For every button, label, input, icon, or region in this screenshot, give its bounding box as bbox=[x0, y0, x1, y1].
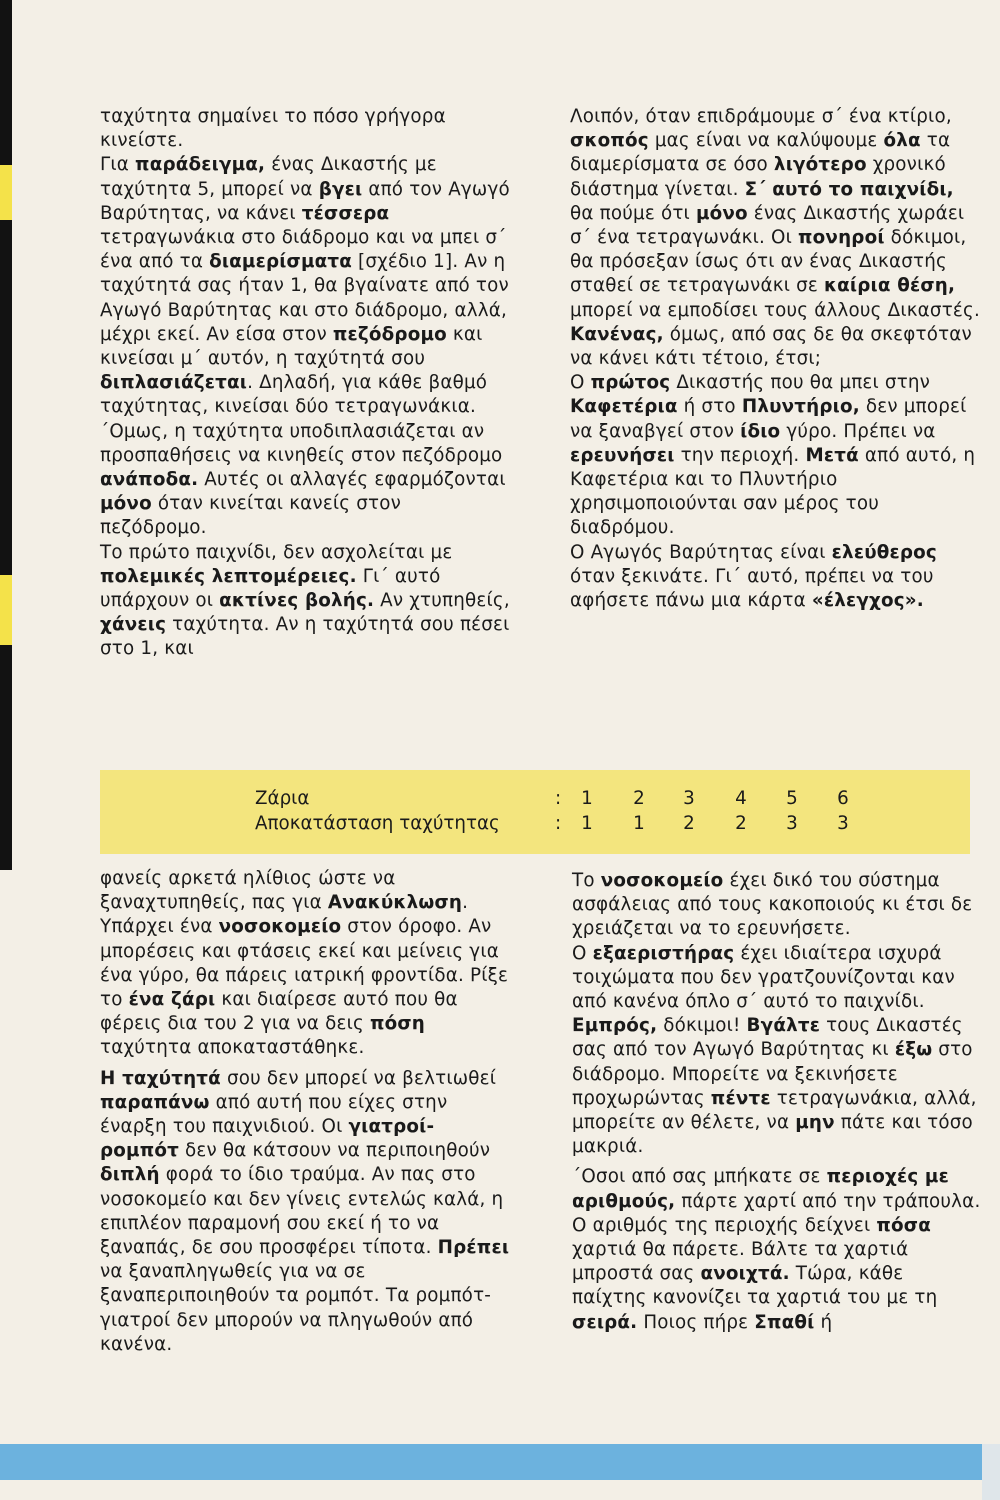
paragraph: Υπάρχει ένα νοσοκομείο στον όροφο. Αν μπορέσεις και φτάσεις εκεί και μείνεις για ένα γύρο, θα πάρεις ιατρική φροντίδα. Ρίξε το ένα ζάρι και διαίρεσε αυτό που θα φέρεις δια του 2 για να δεις πόση ταχύτητα αποκαταστάθηκε. bbox=[100, 916, 509, 1059]
left-edge-yellow-mark bbox=[0, 575, 12, 645]
left-edge-yellow-mark bbox=[0, 165, 12, 220]
table-cell: 2 bbox=[735, 813, 747, 834]
table-cell: 2 bbox=[633, 788, 645, 809]
text-column-bottom-left bbox=[100, 867, 512, 1357]
text-column-top-left bbox=[100, 105, 512, 662]
row-label: Αποκατάσταση ταχύτητας bbox=[255, 813, 500, 834]
table-cell: 1 bbox=[581, 788, 593, 809]
table-cell: 4 bbox=[735, 788, 747, 809]
paragraph: Το πρώτο παιχνίδι, δεν ασχολείται με πολεμικές λεπτομέρειες. Γι΄ αυτό υπάρχουν οι ακτίνες βολής. Αν χτυπηθείς, χάνεις ταχύτητα. Αν η ταχύτητά σου πέσει στο 1, και bbox=[100, 541, 510, 660]
paragraph: Ο εξαεριστήρας έχει ιδιαίτερα ισχυρά τοιχώματα που δεν γρατζουνίζονται καν από κανένα όπλο σ΄ αυτό το παιχνίδι. bbox=[572, 942, 955, 1013]
table-cell: 3 bbox=[683, 788, 695, 809]
table-cell: 1 bbox=[633, 813, 645, 834]
paragraph: Η ταχύτητά σου δεν μπορεί να βελτιωθεί παραπάνω από αυτή που είχες στην έναρξη του παιχνιδιού. Οι γιατροί-ρομπότ δεν θα κάτσουν να περιποιηθούν διπλή φορά το ίδιο τραύμα. Αν πας στο νοσοκομείο και δεν γίνεις εντελώς καλά, η επιπλέον παραμονή σου εκεί ή το να ξαναπάς, δε σου προσφέρει τίποτα. Πρέπει να ξαναπληγωθείς για να σε ξαναπεριποιηθούν τα ρομπότ. Τα ρομπότ-γιατροί δεν μπορούν να πληγωθούν από κανένα. bbox=[100, 1067, 510, 1355]
speed-recovery-table bbox=[100, 770, 970, 854]
row-colon: : bbox=[555, 788, 562, 809]
table-cell: 1 bbox=[581, 813, 593, 834]
paragraph: ΄Οσοι από σας μπήκατε σε περιοχές με αριθμούς, πάρτε χαρτί από την τράπουλα. Ο αριθμός της περιοχής δείχνει πόσα χαρτιά θα πάρετε. Βάλτε τα χαρτιά μπροστά σας ανοιχτά. Τώρα, κάθε παίχτης κανονίζει τα χαρτιά του με τη σειρά. Ποιος πήρε Σπαθί ή bbox=[572, 1166, 981, 1333]
paragraph: Εμπρός, δόκιμοι! Βγάλτε τους Δικαστές σας από τον Αγωγό Βαρύτητας κι έξω στο διάδρομο. Μπορείτε να ξεκινήσετε προχωρώντας πέντε τετραγωνάκια, αλλά, μπορείτε αν θέλετε, να μην πάτε και τόσο μακριά. bbox=[572, 1015, 977, 1158]
row-colon: : bbox=[555, 813, 562, 834]
page-edge bbox=[982, 1444, 1000, 1500]
footer-color-bar bbox=[0, 1444, 982, 1480]
table-cell: 2 bbox=[683, 813, 695, 834]
text-column-top-right bbox=[570, 105, 980, 613]
paragraph: Ο Αγωγός Βαρύτητας είναι ελεύθερος όταν ξεκινάτε. Γι΄ αυτό, πρέπει να του αφήσετε πάνω μια κάρτα «έλεγχος». bbox=[570, 541, 937, 612]
paragraph: ταχύτητα σημαίνει το πόσο γρήγορα κινείστε. bbox=[100, 106, 446, 152]
paragraph: Το νοσοκομείο έχει δικό του σύστημα ασφάλειας από τους κακοποιούς κι έτσι δε χρειάζεται να το ερευνήσετε. bbox=[572, 870, 973, 940]
text-column-bottom-right bbox=[572, 869, 982, 1335]
paragraph: Για παράδειγμα, ένας Δικαστής με ταχύτητα 5, μπορεί να βγει από τον Αγωγό Βαρύτητας, να κάνει τέσσερα τετραγωνάκια στο διάδρομο και να μπει σ΄ ένα από τα διαμερίσματα [σχέδιο 1]. Αν η ταχύτητά σας ήταν 1, θα βγαίνατε από τον Αγωγό Βαρύτητας και στο διάδρομο, αλλά, μέχρι εκεί. Αν είσα στον πεζόδρομο και κινείσαι μ΄ αυτόν, η ταχύτητά σου διπλασιάζεται. Δηλαδή, για κάθε βαθμό ταχύτητας, κινείσαι δύο τετραγωνάκια. ΄Ομως, η ταχύτητα υποδιπλασιάζεται αν προσπαθήσεις να κινηθείς στον πεζόδρομο ανάποδα. Αυτές οι αλλαγές εφαρμόζονται μόνο όταν κινείται κανείς στον πεζόδρομο. bbox=[100, 154, 510, 539]
left-edge-strip bbox=[0, 0, 12, 870]
paragraph: Ο πρώτος Δικαστής που θα μπει στην Καφετέρια ή στο Πλυντήριο, δεν μπορεί να ξαναβγεί στον ίδιο γύρο. Πρέπει να ερευνήσει την περιοχή. Μετά από αυτό, η Καφετέρια και το Πλυντήριο χρησιμοποιούνται σαν μέρος του διαδρόμου. bbox=[570, 372, 976, 539]
table-cell: 6 bbox=[837, 788, 849, 809]
table-cell: 3 bbox=[786, 813, 798, 834]
paragraph: Λοιπόν, όταν επιδράμουμε σ΄ ένα κτίριο, σκοπός μας είναι να καλύψουμε όλα τα διαμερίσματα σε όσο λιγότερο χρονικό διάστημα γίνεται. Σ΄ αυτό το παιχνίδι, θα πούμε ότι μόνο ένας Δικαστής χωράει σ΄ ένα τετραγωνάκι. Οι πονηροί δόκιμοι, θα πρόσεξαν ίσως ότι αν ένας Δικαστής σταθεί σε τετραγωνάκι σε καίρια θέση, μπορεί να εμποδίσει τους άλλους Δικαστές. Κανένας, όμως, από σας δε θα σκεφτόταν να κάνει κάτι τέτοιο, έτσι; bbox=[570, 106, 980, 370]
row-label: Ζάρια bbox=[255, 788, 310, 809]
table-cell: 3 bbox=[837, 813, 849, 834]
table-cell: 5 bbox=[786, 788, 798, 809]
paragraph: φανείς αρκετά ηλίθιος ώστε να ξαναχτυπηθείς, πας για Ανακύκλωση. bbox=[100, 868, 469, 914]
